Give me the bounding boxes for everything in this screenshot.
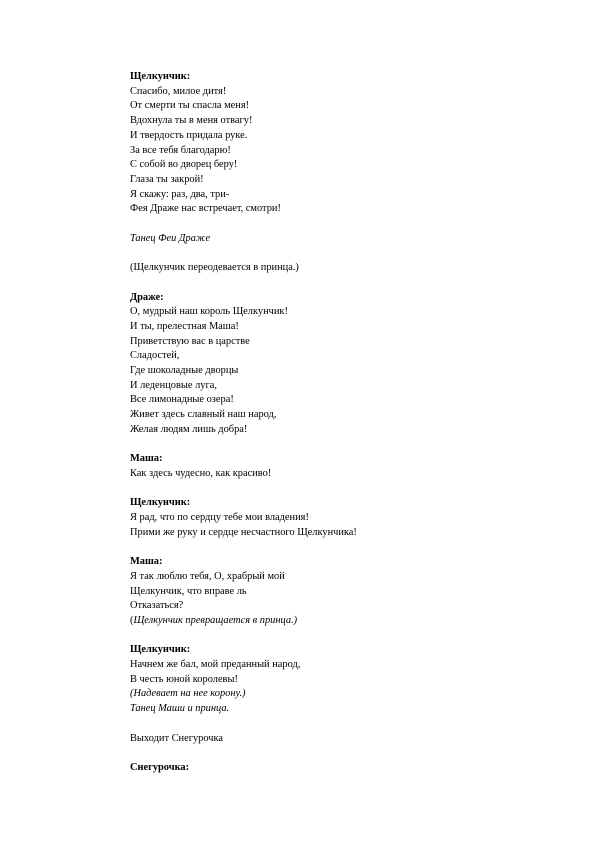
dialogue-line: Вдохнула ты в меня отвагу! bbox=[130, 115, 253, 127]
dialogue-line: О, мудрый наш король Щелкунчик! bbox=[130, 306, 288, 318]
paragraph-gap bbox=[130, 540, 530, 555]
dialogue-line: С собой во дворец беру! bbox=[130, 159, 238, 171]
speaker-name: Щелкунчик: bbox=[130, 71, 191, 82]
paragraph-gap bbox=[130, 217, 530, 232]
script-text bbox=[130, 70, 530, 776]
dialogue-line: Глаза ты закрой! bbox=[130, 173, 204, 185]
paragraph-gap bbox=[130, 246, 530, 261]
dialogue-line: И ты, прелестная Маша! bbox=[130, 320, 239, 332]
paragraph-gap bbox=[130, 276, 530, 291]
dialogue-line: Отказаться? bbox=[130, 600, 184, 612]
dialogue-line: Живет здесь славный наш народ, bbox=[130, 409, 277, 421]
stage-direction: (Надевает на нее корону.) bbox=[130, 688, 246, 700]
dialogue-line: Я так люблю тебя, О, храбрый мой bbox=[130, 570, 285, 582]
dialogue-line: Сладостей, bbox=[130, 350, 180, 362]
dialogue-line: Фея Драже нас встречает, смотри! bbox=[130, 203, 281, 215]
dialogue-line: Желая людям лишь добра! bbox=[130, 423, 248, 435]
dialogue-line: За все тебя благодарю! bbox=[130, 144, 231, 156]
paragraph-gap bbox=[130, 438, 530, 453]
stage-direction: Щелкунчик превращается в принца.) bbox=[133, 614, 298, 626]
dialogue-line: Я рад, что по сердцу тебе мои владения! bbox=[130, 512, 309, 524]
stage-direction: Танец Феи Драже bbox=[130, 232, 211, 244]
direction-paren: ( bbox=[130, 614, 134, 626]
dialogue-line: И твердость придала руке. bbox=[130, 129, 248, 141]
paragraph-gap bbox=[130, 482, 530, 497]
dialogue-line: Где шоколадные дворцы bbox=[130, 365, 239, 377]
dialogue-line: Спасибо, милое дитя! bbox=[130, 85, 227, 97]
dialogue-line: Начнем же бал, мой преданный народ, bbox=[130, 659, 301, 671]
dialogue-line: Все лимонадные озера! bbox=[130, 394, 234, 406]
paragraph-gap bbox=[130, 717, 530, 732]
stage-direction: Выходит Снегурочка bbox=[130, 732, 224, 744]
speaker-name: Маша: bbox=[130, 556, 163, 568]
dialogue-line: Как здесь чудесно, как красиво! bbox=[130, 467, 272, 479]
dialogue-line: От смерти ты спасла меня! bbox=[130, 100, 250, 112]
stage-direction: Танец Маши и принца. bbox=[130, 703, 230, 715]
dialogue-line: Щелкунчик, что вправе ль bbox=[130, 585, 247, 597]
dialogue-line: Приветствую вас в царстве bbox=[130, 335, 250, 347]
stage-direction: (Щелкунчик переодевается в принца.) bbox=[130, 262, 299, 274]
dialogue-line: Прими же руку и сердце несчастного Щелкунчика! bbox=[130, 526, 357, 538]
speaker-name: Маша: bbox=[130, 453, 163, 465]
speaker-name: Снегурочка: bbox=[130, 761, 190, 773]
speaker-name: Щелкунчик: bbox=[130, 644, 191, 656]
dialogue-line: В честь юной королевы! bbox=[130, 673, 238, 685]
dialogue-line: И леденцовые луга, bbox=[130, 379, 217, 391]
stage-direction-line bbox=[130, 614, 530, 629]
paragraph-gap bbox=[130, 746, 530, 761]
dialogue-line: Я скажу: раз, два, три- bbox=[130, 188, 230, 200]
speaker-name: Щелкунчик: bbox=[130, 497, 191, 509]
paragraph-gap bbox=[130, 629, 530, 644]
speaker-name: Драже: bbox=[130, 291, 164, 303]
